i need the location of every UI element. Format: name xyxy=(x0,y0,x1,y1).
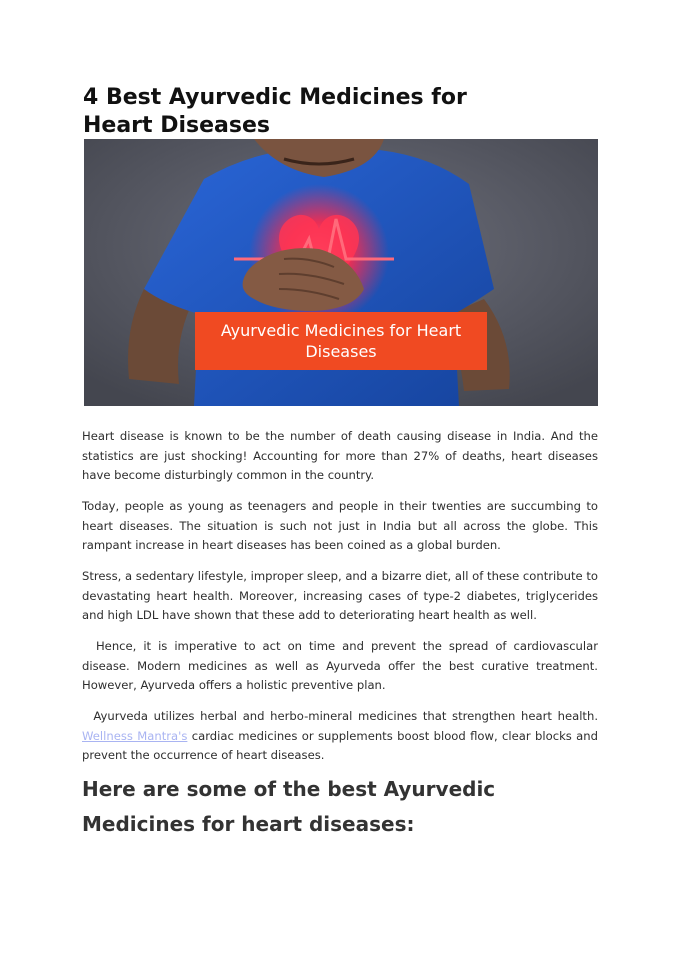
paragraph-ayurveda-after: cardiac medicines or supplements boost blood flow, clear blocks and prevent the occurrence of heart diseases. xyxy=(82,728,598,762)
page-title: 4 Best Ayurvedic Medicines for Heart Diseases xyxy=(83,85,467,138)
paragraph-ayurveda xyxy=(82,707,598,766)
section-heading: Here are some of the best Ayurvedic Medicines for heart diseases: xyxy=(82,777,496,836)
paragraph-causes: Stress, a sedentary lifestyle, improper sleep, and a bizarre diet, all of these contribute to devastating heart health. Moreover, increasing cases of type-2 diabetes, triglycerides and high LDL have shown that these add to deteriorating heart health as well. xyxy=(82,569,598,622)
paragraph-prevention xyxy=(82,637,598,696)
paragraph-prevention-text: Hence, it is imperative to act on time and prevent the spread of cardiovascular disease. Modern medicines as well as Ayurveda offer the best curative treatment. However, Ayurveda offers a holistic preventive plan. xyxy=(82,639,599,692)
paragraph-ayurveda-before: Ayurveda utilizes herbal and herbo-mineral medicines that strengthen heart health. xyxy=(93,709,599,723)
wellness-mantra-link[interactable]: Wellness Mantra's xyxy=(82,728,188,743)
paragraph-intro: Heart disease is known to be the number of death causing disease in India. And the statistics are just shocking! Accounting for more than 27% of deaths, heart diseases have become disturbingly common in the country. xyxy=(82,429,598,482)
hero-banner: Ayurvedic Medicines for Heart Diseases xyxy=(195,312,487,370)
paragraph-young-people: Today, people as young as teenagers and people in their twenties are succumbing to heart diseases. The situation is such not just in India but all across the globe. This rampant increase in heart diseases has been coined as a global burden. xyxy=(82,499,598,552)
